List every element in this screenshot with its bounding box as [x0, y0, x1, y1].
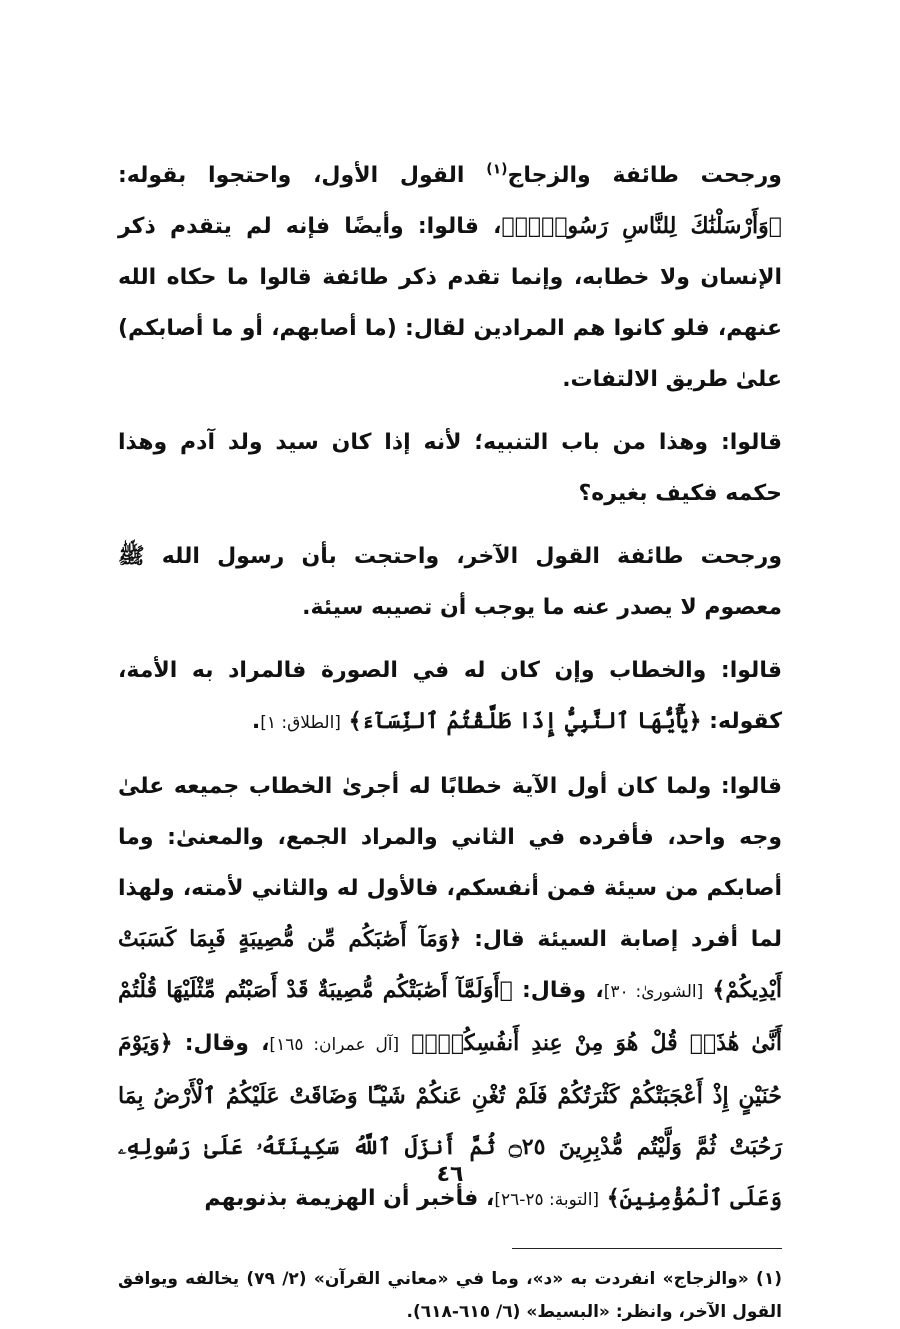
verse-reference: [الشورىٰ: ٣٠] — [603, 982, 704, 1002]
footnote-marker: (١) — [486, 161, 508, 178]
paragraph-2: قالوا: وهذا من باب التنبيه؛ لأنه إذا كان سيد ولد آدم وهذا حكمه فكيف بغيره؟ — [118, 430, 782, 506]
paragraph-text: قالوا: ولما كان أول الآية خطابًا له أجرىٰ الخطاب جميعه علىٰ وجه واحد، فأفرده في الثاني والمراد الجمع، والمعنىٰ: وما أصابكم من سيئة فمن أنفسكم، فالأول له والثاني لأمته، ولهذا لما أفرد إصابة السيئة قال: — [118, 774, 782, 952]
page-number: ٤٦ — [436, 1162, 464, 1187]
quran-verse: ﴿وَأَرْسَلْنَٰكَ لِلنَّاسِ رَسُولًاۚ﴾ — [501, 213, 782, 239]
quran-verse: ﴿وَمَآ أَصَٰبَكُم مِّن مُّصِيبَةٍ فَبِمَا كَسَبَتْ أَيْدِيكُمْ﴾ — [118, 926, 782, 1003]
paragraph-text: القول الأول، واحتجوا بقوله: — [118, 163, 487, 188]
paragraph-3: ورجحت طائفة القول الآخر، واحتجت بأن رسول الله ﷺ معصوم لا يصدر عنه ما يوجب أن تصيبه سيئة. — [118, 544, 782, 620]
footnote-1: (١) «والزجاج» انفردت به «د»، وما في «معاني القرآن» (٢/ ٧٩) يخالفه ويوافق القول الآخر، وانظر: «البسيط» (٦/ ٦١٥-٦١٨). — [118, 1269, 782, 1322]
paragraph-1 — [118, 150, 782, 405]
footnote-divider — [512, 1248, 782, 1249]
verse-reference: [التوبة: ٢٥-٢٦] — [494, 1190, 600, 1210]
paragraph-4 — [118, 645, 782, 749]
quran-verse: ﴿وَيَوْمَ حُنَيْنٍ إِذْ أَعْجَبَتْكُمْ كَثْرَتُكُمْ فَلَمْ تُغْنِ عَنكُمْ شَيْـًٔا وَضَاقَتْ عَلَيْكُمُ ٱلْأَرْضُ بِمَا رَحُبَتْ ثُمَّ وَلَّيْتُم مُّدْبِرِينَ ۝٢٥ ثُمَّ أَنزَلَ ٱللَّهُ سَكِينَتَهُۥ عَلَىٰ رَسُولِهِۦ وَعَلَى ٱلْمُؤْمِنِينَ﴾ — [118, 1030, 782, 1211]
verse-reference: [الطلاق: ١] — [260, 713, 341, 733]
paragraph-text: ، قالوا: وأيضًا فإنه لم يتقدم ذكر الإنسان ولا خطابه، وإنما تقدم ذكر طائفة قالوا ما حكاه الله عنهم، فلو كانوا هم المرادين لقال: (ما أصابهم، أو ما أصابكم) علىٰ طريق الالتفات. — [118, 214, 782, 392]
verse-reference: [آل عمران: ١٦٥] — [269, 1035, 400, 1055]
paragraph-text: قالوا: والخطاب وإن كان له في الصورة فالمراد به الأمة، كقوله: — [118, 658, 782, 734]
paragraph-5 — [118, 761, 782, 1226]
footnotes — [118, 1263, 782, 1329]
paragraph-text: ، فأخبر أن الهزيمة بذنوبهم — [204, 1186, 495, 1211]
paragraph-text: ، وقال: — [512, 978, 604, 1003]
quran-verse: ﴿يَٰٓأَيُّهَا ٱلنَّبِيُّ إِذَا طَلَّقْتُمُ ٱلنِّسَآءَ﴾ — [348, 708, 702, 734]
paragraph-text: ، وقال: — [172, 1031, 270, 1056]
paragraph-text: ورجحت طائفة والزجاج — [507, 163, 782, 188]
quran-verse: ﴿أَوَلَمَّآ أَصَٰبَتْكُم مُّصِيبَةٌ قَدْ أَصَبْتُم مِّثْلَيْهَا قُلْتُمْ أَنَّىٰ هَٰذَاۖ قُلْ هُوَ مِنْ عِندِ أَنفُسِكُمْۗ﴾ — [118, 977, 782, 1056]
paragraph-text: . — [251, 709, 261, 734]
